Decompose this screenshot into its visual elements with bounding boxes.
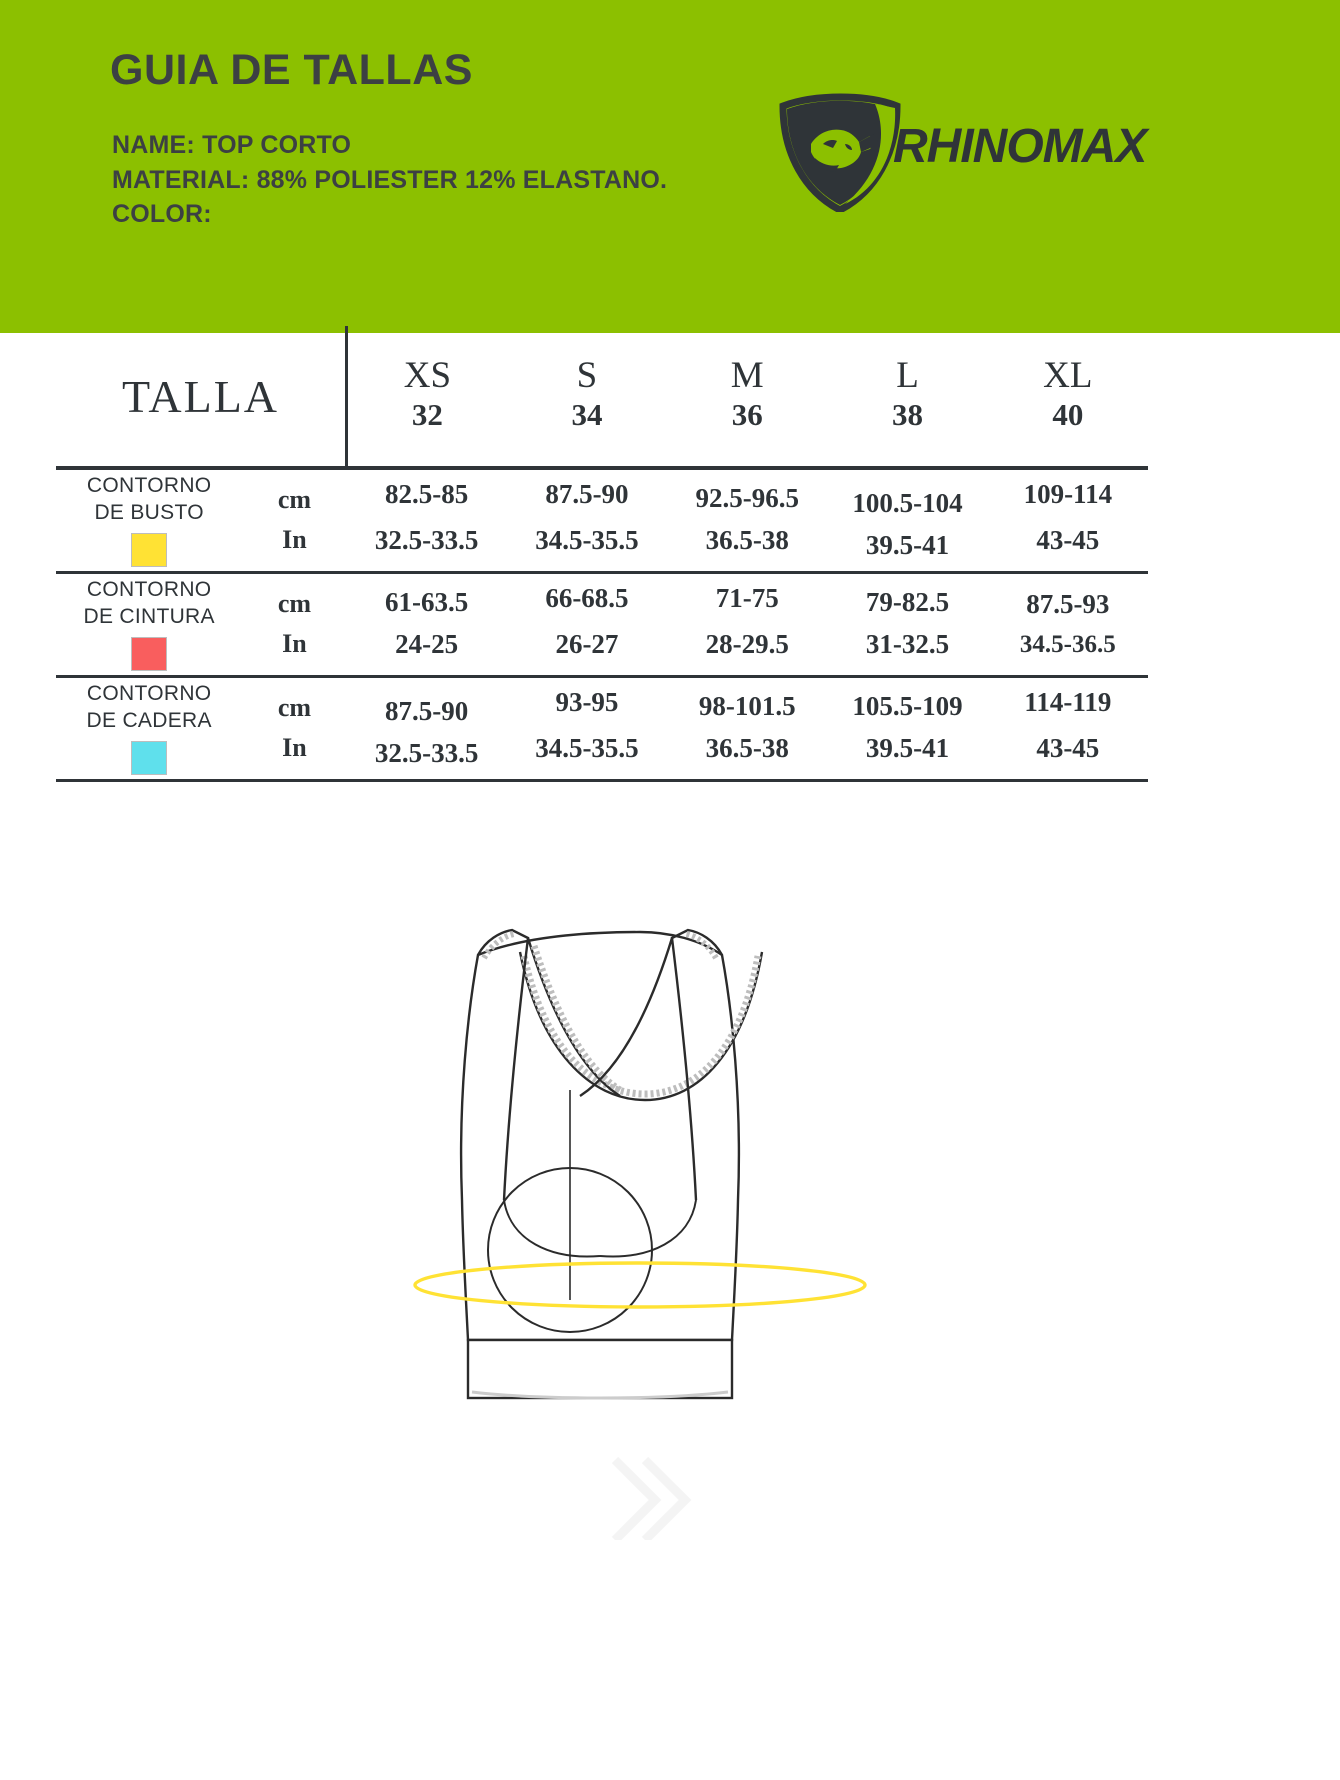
unit-label-busto [242,468,346,572]
row-label-cintura-line1: CONTORNO [86,578,212,602]
row-label-cintura-line2: DE CINTURA [83,604,215,628]
table-row [56,676,1148,780]
cell-busto-m-cm: 92.5-96.5 [695,483,799,514]
cell-busto-m [667,468,827,572]
cell-busto-xs [347,468,507,572]
sports-bra-technical-drawing [400,900,960,1540]
watermark-chevrons [615,1460,685,1540]
row-label-busto-line2: DE BUSTO [94,500,204,524]
cell-busto-xl-cm: 109-114 [1023,479,1113,510]
cell-cadera-xl [988,676,1148,780]
unit-label-cadera [242,676,346,780]
unit-cm-busto: cm [277,484,312,514]
column-header-xl-letter: XL [1043,355,1093,397]
cell-cintura-xs-cm: 61-63.5 [385,587,469,618]
column-header-m-number: 36 [731,397,763,433]
cell-cintura-s-cm: 66-68.5 [545,583,629,614]
cell-cintura-xs [347,572,507,676]
column-header-m [667,326,827,468]
column-header-l [827,326,987,468]
unit-label-cintura [242,572,346,676]
cell-cintura-s [507,572,667,676]
table-corner-label: TALLA [121,370,280,422]
cell-cadera-s-cm: 93-95 [555,687,619,718]
brand-logo [775,92,1145,212]
cell-cintura-m-in: 28-29.5 [705,629,789,659]
cell-busto-l [827,468,987,572]
brand-wordmark-secondary: MAX [1042,120,1147,173]
column-header-s-letter: S [576,355,598,397]
cell-cintura-l [827,572,987,676]
row-label-cintura [56,572,242,676]
column-header-s-number: 34 [571,397,603,433]
row-label-busto-line1: CONTORNO [86,474,212,498]
cell-busto-xs-in: 32.5-33.5 [374,525,479,556]
garment-illustration [400,900,960,1540]
cell-cintura-xl-in: 34.5-36.5 [1019,630,1116,658]
page-title: GUIA DE TALLAS [110,46,473,94]
cell-cintura-m-cm: 71-75 [715,583,779,614]
unit-cm-cadera: cm [277,692,312,722]
rhino-shield-icon [775,92,905,212]
row-label-cadera-line1: CONTORNO [86,682,212,706]
bra-body-outline [461,932,739,1340]
cell-cintura-xs-in: 24-25 [395,629,459,659]
cell-cintura-m [667,572,827,676]
column-header-s [507,326,667,468]
column-header-xs-letter: XS [403,355,452,397]
product-material-line: MATERIAL: 88% POLIESTER 12% ELASTANO. [112,165,668,194]
column-header-l-letter: L [896,355,919,397]
row-label-cadera-line2: DE CADERA [86,708,212,732]
cell-busto-s-in: 34.5-35.5 [535,525,639,556]
color-swatch-busto [131,533,167,567]
product-info-block [112,128,667,232]
size-table-container [56,326,1148,782]
cell-cadera-l [827,676,987,780]
color-swatch-cadera [131,741,167,775]
cell-cadera-s [507,676,667,780]
column-header-m-letter: M [730,355,764,397]
unit-in-cintura: In [282,629,307,658]
unit-in-cadera: In [282,733,307,762]
column-header-xs [347,326,507,468]
column-header-xs-number: 32 [411,397,443,433]
bottom-elastic-band [468,1340,732,1398]
cell-busto-xl-in: 43-45 [1036,525,1100,556]
cell-busto-l-in: 39.5-41 [865,530,950,561]
header-banner [0,0,1340,333]
column-header-xl-number: 40 [1052,397,1084,433]
cell-cintura-xl [988,572,1148,676]
cell-cadera-l-in: 39.5-41 [865,733,950,763]
row-label-cadera [56,676,242,780]
cell-cadera-m [667,676,827,780]
cell-cintura-l-in: 31-32.5 [865,629,950,659]
cell-cadera-m-cm: 98-101.5 [698,691,796,722]
cell-busto-m-in: 36.5-38 [705,525,789,556]
brand-wordmark-primary: RHINO [893,120,1043,173]
table-row [56,572,1148,676]
unit-in-busto: In [282,525,307,555]
color-swatch-cintura [131,637,167,671]
unit-cm-cintura: cm [277,588,312,618]
brand-wordmark [893,119,1146,174]
cell-busto-l-cm: 100.5-104 [852,488,963,519]
cell-busto-xs-cm: 82.5-85 [385,479,469,510]
cell-cintura-l-cm: 79-82.5 [865,587,950,618]
product-name-line: NAME: TOP CORTO [112,131,352,159]
column-header-xl [988,326,1148,468]
cell-cadera-xs-cm: 87.5-90 [385,696,469,727]
cell-cadera-xs-in: 32.5-33.5 [374,738,479,768]
product-color-line: COLOR: [112,200,212,228]
cell-cintura-xl-cm: 87.5-93 [1026,588,1110,619]
cell-busto-xl [988,468,1148,572]
cell-cadera-m-in: 36.5-38 [705,733,789,763]
cell-cadera-xs [347,676,507,780]
row-label-busto [56,468,242,572]
cell-busto-s-cm: 87.5-90 [545,479,629,510]
table-row [56,468,1148,572]
cell-cadera-l-cm: 105.5-109 [852,691,963,722]
cell-cadera-xl-in: 43-45 [1036,733,1100,763]
table-header-row [56,326,1148,468]
cell-busto-s [507,468,667,572]
cell-cadera-s-in: 34.5-35.5 [535,733,639,763]
cell-cintura-s-in: 26-27 [555,629,619,659]
cell-cadera-xl-cm: 114-119 [1024,687,1112,718]
column-header-l-number: 38 [892,397,923,433]
size-table [56,326,1148,782]
